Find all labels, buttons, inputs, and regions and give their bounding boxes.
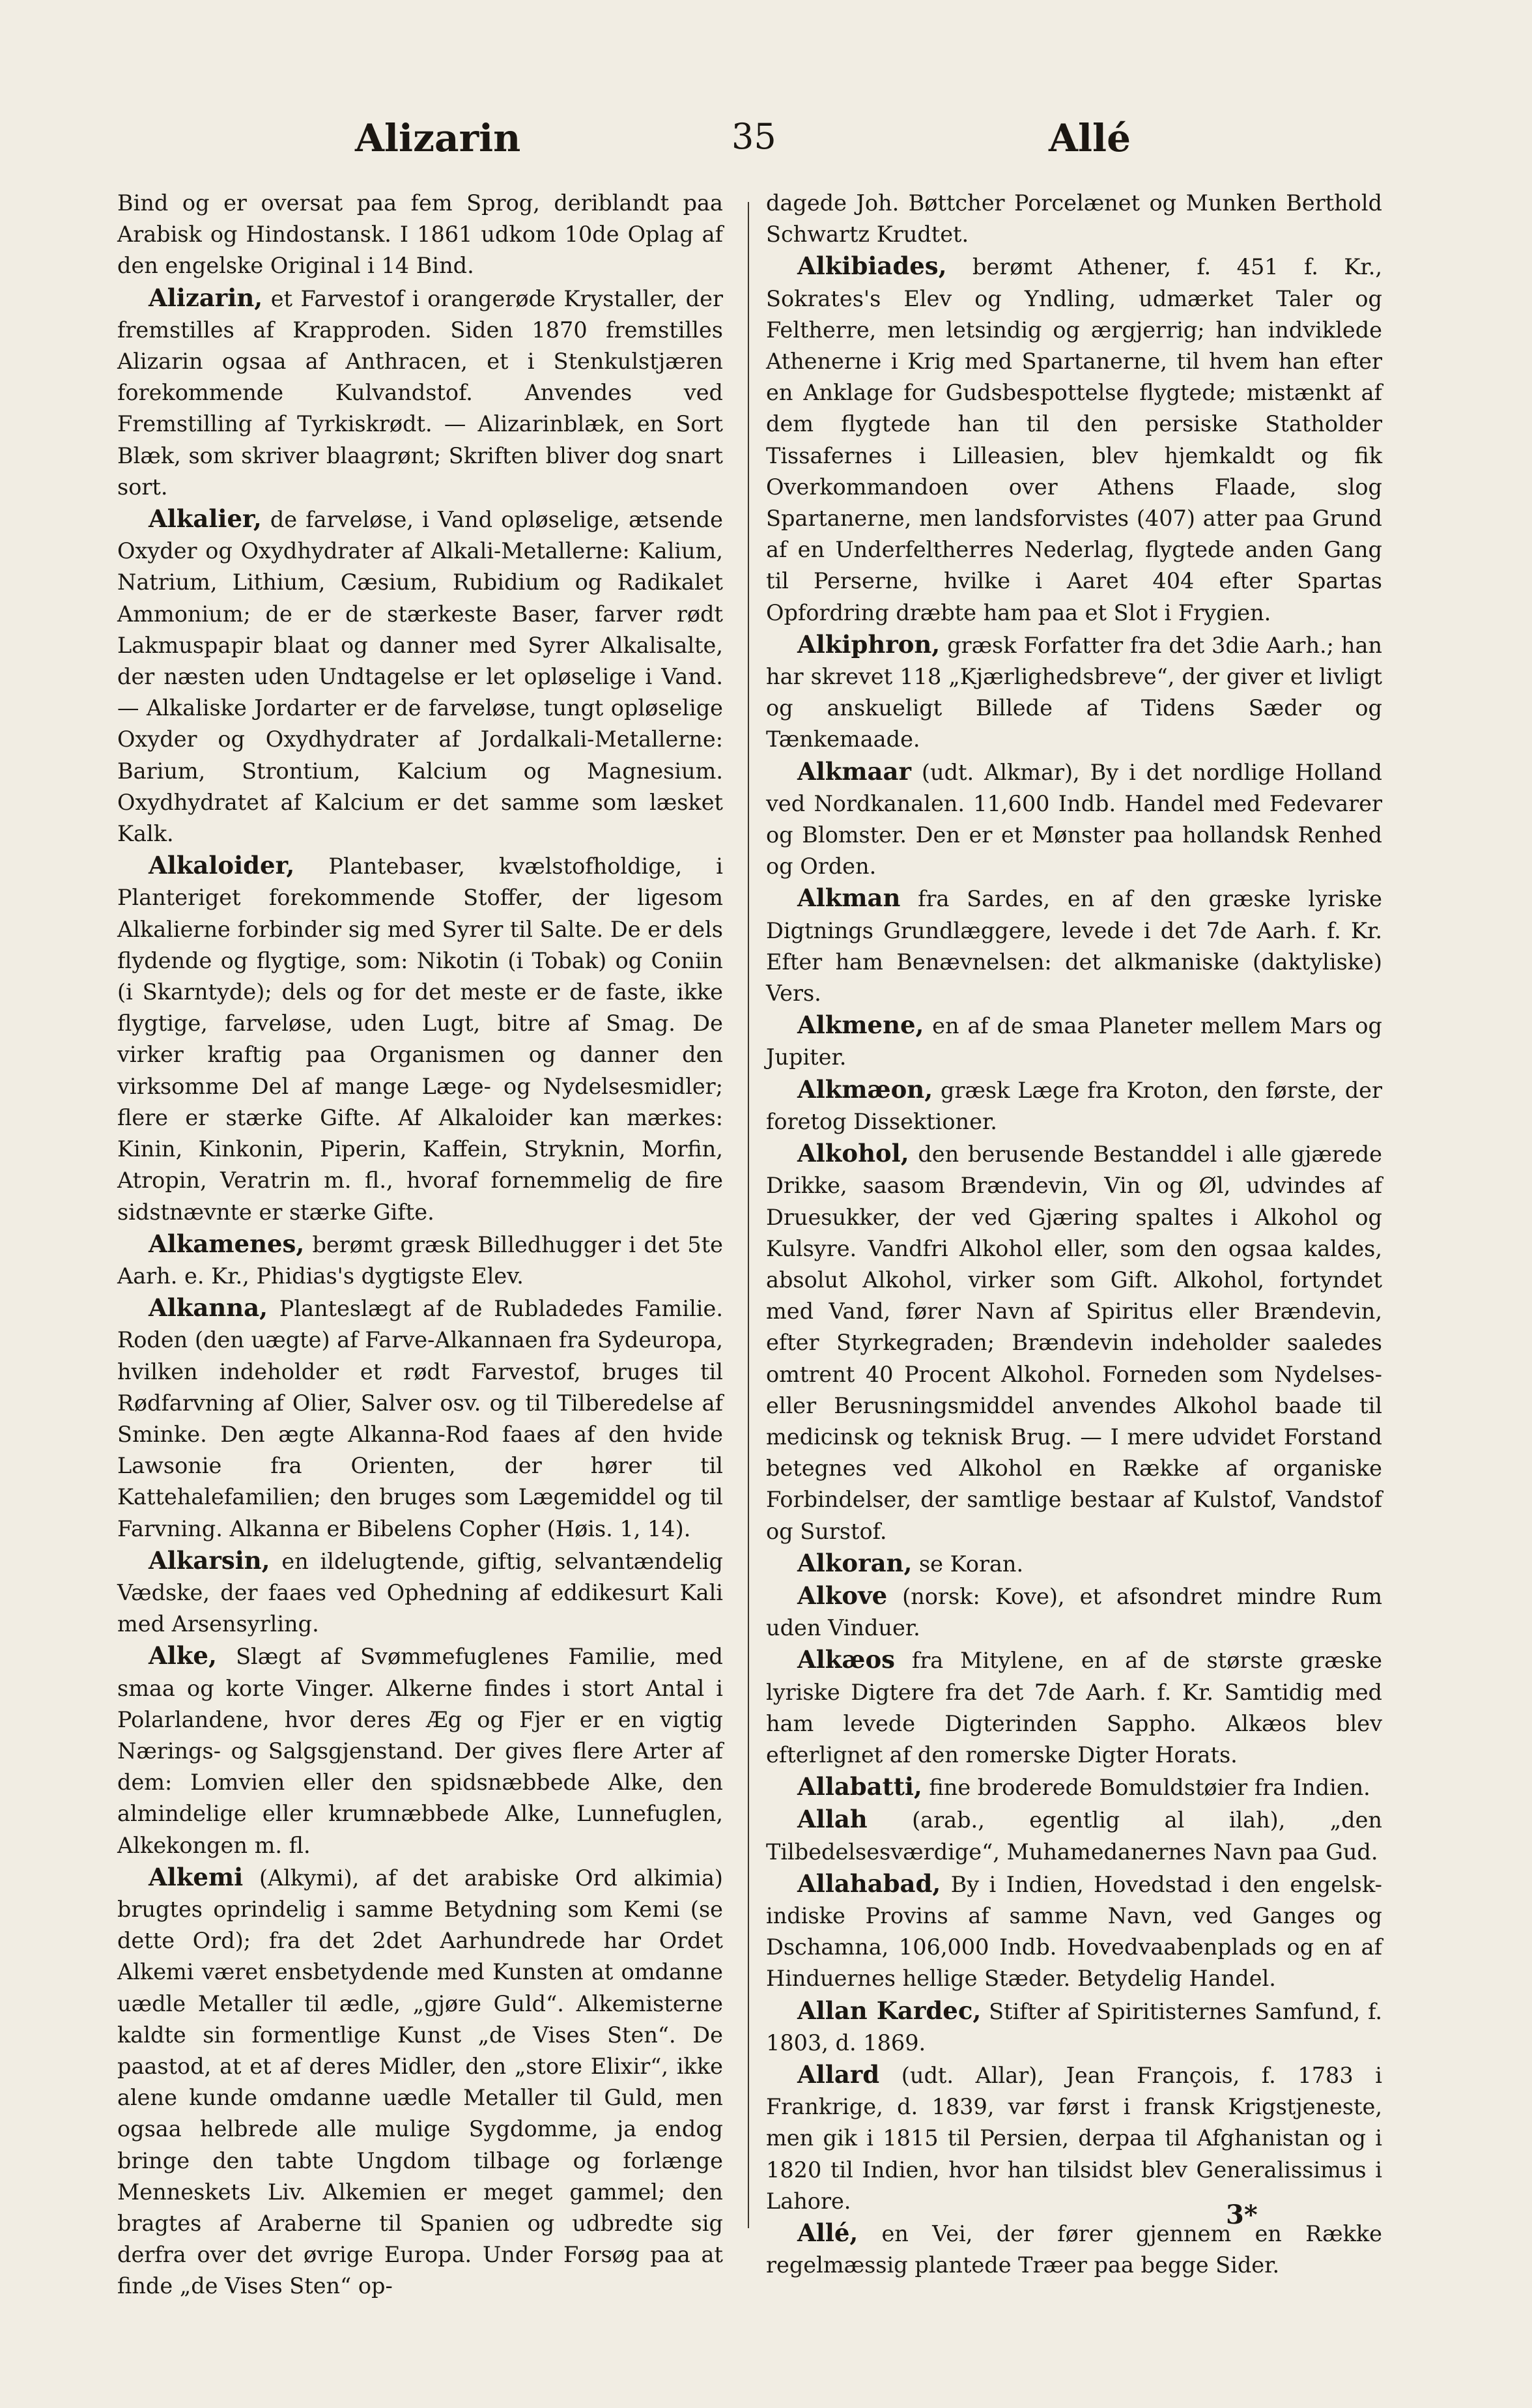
entry-headword: Alkaloider, (149, 851, 295, 880)
entry-body: berømt græsk Billedhugger i det 5te Aarh. e. Kr., Phidias's dygtigste Elev. (117, 1231, 723, 1289)
entry-headword: Alke, (149, 1641, 217, 1670)
entry-headword: Allahabad, (797, 1869, 941, 1898)
entry-body: Stifter af Spiritisternes Samfund, f. 1803, d. 1869. (766, 1998, 1382, 2056)
entry-headword: Allan Kardec, (797, 1996, 982, 2025)
dictionary-entry (766, 188, 1382, 250)
entry-body: en ildelugtende, giftig, selvantændelig Vædske, der faaes ved Ophedning af eddikesurt Kali med Arsensyrling. (117, 1548, 723, 1637)
entry-body: Plantebaser, kvælstofholdige, i Planteriget forekommende Stoffer, der ligesom Alkalierne forbinder sig med Syrer til Salte. De er dels flydende og flygtige, som: Nikotin (i Tobak) og Coniin (i Skarntyde); dels og for det meste er de faste, ikke flygtige, farveløse, uden Lugt, bitre af Smag. De virker kraftig paa Organismen og danner den virksomme Del af mange Læge- og Nydelsesmidler; flere er stærke Gifte. Af Alkaloider kan mærkes: Kinin, Kinkonin, Piperin, Kaffein, Stryknin, Morfin, Atropin, Veratrin m. fl., hvoraf fornemmelig de fire sidstnævnte er stærke Gifte. (117, 853, 723, 1225)
entry-body: et Farvestof i orangerøde Krystaller, der fremstilles af Krapproden. Siden 1870 fremstilles Alizarin ogsaa af Anthracen, et i Stenkulstjæren forekommende Kulvandstof. Anvendes ved Fremstilling af Tyrkiskrødt. — Alizarinblæk, en Sort Blæk, som skriver blaagrønt; Skriften bliver dog snart sort. (117, 285, 723, 500)
entry-headword: Alkemi (149, 1862, 244, 1891)
entry-body: fine broderede Bomuldstøier fra Indien. (922, 1775, 1370, 1801)
entry-body: fra Sardes, en af den græske lyriske Digtnings Grundlæggere, levede i det 7de Aarh. f. Kr. Efter ham Benævnelsen: det alkmaniske (daktyliske) Vers. (766, 886, 1382, 1007)
dictionary-entry (766, 1803, 1382, 1867)
dictionary-entry (117, 188, 723, 282)
entry-body: By i Indien, Hovedstad i den engelsk-indiske Provins af samme Navn, ved Ganges og Dschamna, 106,000 Indb. Hovedvaabenplads og en af Hinduernes hellige Stæder. Betydelig Handel. (766, 1871, 1382, 1992)
entry-body: (udt. Alkmar), By i det nordlige Holland ved Nordkanalen. 11,600 Indb. Handel med Fedevarer og Blomster. Den er et Mønster paa hollandsk Renhed og Orden. (766, 759, 1382, 880)
entry-headword: Alkmene, (797, 1010, 924, 1040)
dictionary-entry (766, 1074, 1382, 1138)
dictionary-entry (766, 882, 1382, 1009)
dictionary-entry (117, 1640, 723, 1861)
entry-headword: Alkarsin, (149, 1545, 270, 1575)
entry-body: (udt. Allar), Jean François, f. 1783 i Frankrige, d. 1839, var først i fransk Krigstjeneste, men gik i 1815 til Persien, derpaa til Afghanistan og i 1820 til Indien, hvor han tilsidst blev Generalissimus i Lahore. (766, 2062, 1382, 2214)
entry-headword: Allah (797, 1805, 868, 1834)
dictionary-entry (117, 1545, 723, 1641)
dictionary-entry (766, 2059, 1382, 2217)
dictionary-entry (766, 1771, 1382, 1803)
page-number: 35 (731, 116, 776, 157)
entry-body: Bind og er oversat paa fem Sprog, deriblandt paa Arabisk og Hindostansk. I 1861 udkom 10de Oplag af den engelske Original i 14 Bind. (117, 190, 723, 279)
column-divider (748, 202, 749, 2228)
entry-headword: Allard (797, 2059, 880, 2089)
entry-headword: Alkalier, (149, 504, 262, 534)
entry-body: fra Mitylene, en af de største græske lyriske Digtere fra det 7de Aarh. f. Kr. Samtidig med ham levede Digterinden Sappho. Alkæos blev efterlignet af den romerske Digter Horats. (766, 1648, 1382, 1768)
entry-headword: Allabatti, (797, 1772, 922, 1801)
left-column (117, 188, 723, 2302)
entry-headword: Alkove (797, 1581, 888, 1610)
entry-headword: Alkohol, (797, 1139, 909, 1168)
dictionary-entry (766, 1547, 1382, 1580)
dictionary-entry (766, 1644, 1382, 1771)
entry-headword: Alkmaar (797, 756, 911, 786)
running-head-left: Alizarin (355, 116, 521, 160)
entry-body: se Koran. (912, 1551, 1024, 1577)
entry-body: de farveløse, i Vand opløselige, ætsende Oxyder og Oxydhydrater af Alkali-Metallerne: Kalium, Natrium, Lithium, Cæsium, Rubidium og Radikalet Ammonium; de er de stærkeste Baser, farver rødt Lakmuspapir blaat og danner med Syrer Alkalisalte, der næsten uden Undtagelse er let opløselige i Vand. — Alkaliske Jordarter er de farveløse, tungt opløselige Oxyder og Oxydhydrater af Jordalkali-Metallerne: Barium, Strontium, Kalcium og Magnesium. Oxydhydratet af Kalcium er det samme som læsket Kalk. (117, 507, 723, 847)
entry-body: græsk Forfatter fra det 3die Aarh.; han har skrevet 118 „Kjærlighedsbreve“, der giver et livligt og anskueligt Billede af Tidens Sæder og Tænkemaade. (766, 632, 1382, 752)
dictionary-entry (766, 1995, 1382, 2059)
signature-mark: 3* (1226, 2200, 1258, 2230)
entry-body: Slægt af Svømmefuglenes Familie, med smaa og korte Vinger. Alkerne findes i stort Antal i Polarlandene, hvor deres Æg og Fjer er en vigtig Nærings- og Salgsgjenstand. Der gives flere Arter af dem: Lomvien eller den spidsnæbbede Alke, den almindelige eller krumnæbbede Alke, Lunnefuglen, Alkekongen m. fl. (117, 1644, 723, 1858)
entry-body: græsk Læge fra Kroton, den første, der foretog Dissektioner. (766, 1077, 1382, 1134)
entry-body: dagede Joh. Bøttcher Porcelænet og Munken Berthold Schwartz Krudtet. (766, 190, 1382, 248)
dictionary-entry (117, 282, 723, 503)
dictionary-entry (766, 1868, 1382, 1995)
dictionary-entry (766, 1580, 1382, 1644)
dictionary-entry (766, 629, 1382, 756)
entry-headword: Alkanna, (149, 1293, 268, 1323)
right-column (766, 188, 1382, 2281)
entry-body: (arab., egentlig al ilah), „den Tilbedelsesværdige“, Muhamedanernes Navn paa Gud. (766, 1807, 1382, 1865)
entry-body: (norsk: Kove), et afsondret mindre Rum uden Vinduer. (766, 1583, 1382, 1641)
entry-body: en af de smaa Planeter mellem Mars og Jupiter. (766, 1013, 1382, 1070)
dictionary-entry (117, 850, 723, 1227)
entry-headword: Alkman (797, 883, 901, 913)
dictionary-entry (766, 756, 1382, 883)
dictionary-entry (766, 250, 1382, 628)
entry-body: (Alkymi), af det arabiske Ord alkimia) brugtes oprindelig i samme Betydning som Kemi (se dette Ord); fra det 2det Aarhundrede har Ordet Alkemi været ensbetydende med Kunsten at omdanne uædle Metaller til ædle, „gjøre Guld“. Alkemisterne kaldte sin formentlige Kunst „de Vises Sten“. De paastod, at et af deres Midler, den „store Elixir“, ikke alene kunde omdanne uædle Metaller til Guld, men ogsaa helbrede alle mulige Sygdomme, ja endog bringe den tabte Ungdom tilbage og forlænge Menneskets Liv. Alkemien er meget gammel; den bragtes af Araberne til Spanien og udbredte sig derfra over det øvrige Europa. Under Forsøg paa at finde „de Vises Sten“ op- (117, 1865, 723, 2299)
entry-headword: Alkæos (797, 1645, 895, 1674)
entry-headword: Allé, (797, 2218, 858, 2247)
dictionary-entry (766, 1138, 1382, 1547)
running-head-right: Allé (1049, 116, 1131, 160)
entry-headword: Alizarin, (149, 283, 263, 312)
entry-body: berømt Athener, f. 451 f. Kr., Sokrates's Elev og Yndling, udmærket Taler og Feltherre, men letsindig og ærgjerrig; han indviklede Athenerne i Krig med Spartanerne, til hvem han efter en Anklage for Gudsbespottelse flygtede; mistænkt af dem flygtede han til den persiske Statholder Tissafernes i Lilleasien, blev hjemkaldt og fik Overkommandoen over Athens Flaade, slog Spartanerne, men landsforvistes (407) atter paa Grund af en Underfeltherres Nederlag, flygtede anden Gang til Perserne, hvilke i Aaret 404 efter Spartas Opfordring dræbte ham paa et Slot i Frygien. (766, 254, 1382, 625)
dictionary-entry (117, 1861, 723, 2302)
entry-body: en Vei, der fører gjennem en Række regelmæssig plantede Træer paa begge Sider. (766, 2221, 1382, 2278)
entry-body: den berusende Bestanddel i alle gjærede Drikke, saasom Brændevin, Vin og Øl, udvindes af Druesukker, der ved Gjæring spaltes i Alkohol og Kulsyre. Vandfri Alkohol eller, som den ogsaa kaldes, absolut Alkohol, virker som Gift. Alkohol, fortyndet med Vand, fører Navn af Spiritus eller Brændevin, efter Styrkegraden; Brændevin indeholder saaledes omtrent 40 Procent Alkohol. Forneden som Nydelses- eller Berusningsmiddel anvendes Alkohol baade til medicinsk og teknisk Brug. — I mere udvidet Forstand betegnes ved Alkohol en Række af organiske Forbindelser, der samtlige bestaar af Kulstof, Vandstof og Surstof. (766, 1141, 1382, 1544)
dictionary-entry (117, 503, 723, 850)
dictionary-entry (117, 1228, 723, 1292)
entry-headword: Alkibiades, (797, 251, 947, 281)
entry-headword: Alkamenes, (149, 1229, 305, 1258)
entry-headword: Alkiphron, (797, 629, 941, 659)
entry-body: Planteslægt af de Rubladedes Familie. Roden (den uægte) af Farve-Alkannaen fra Sydeuropa, hvilken indeholder et rødt Farvestof, bruges til Rødfarvning af Olier, Salver osv. og til Tilberedelse af Sminke. Den ægte Alkanna-Rod faaes af den hvide Lawsonie fra Orienten, der hører til Kattehalefamilien; den bruges som Lægemiddel og til Farvning. Alkanna er Bibelens Copher (Høis. 1, 14). (117, 1296, 723, 1541)
dictionary-entry (766, 2217, 1382, 2281)
entry-headword: Alkmæon, (797, 1074, 933, 1104)
dictionary-entry (117, 1292, 723, 1545)
entry-headword: Alkoran, (797, 1548, 913, 1577)
dictionary-entry (766, 1009, 1382, 1073)
